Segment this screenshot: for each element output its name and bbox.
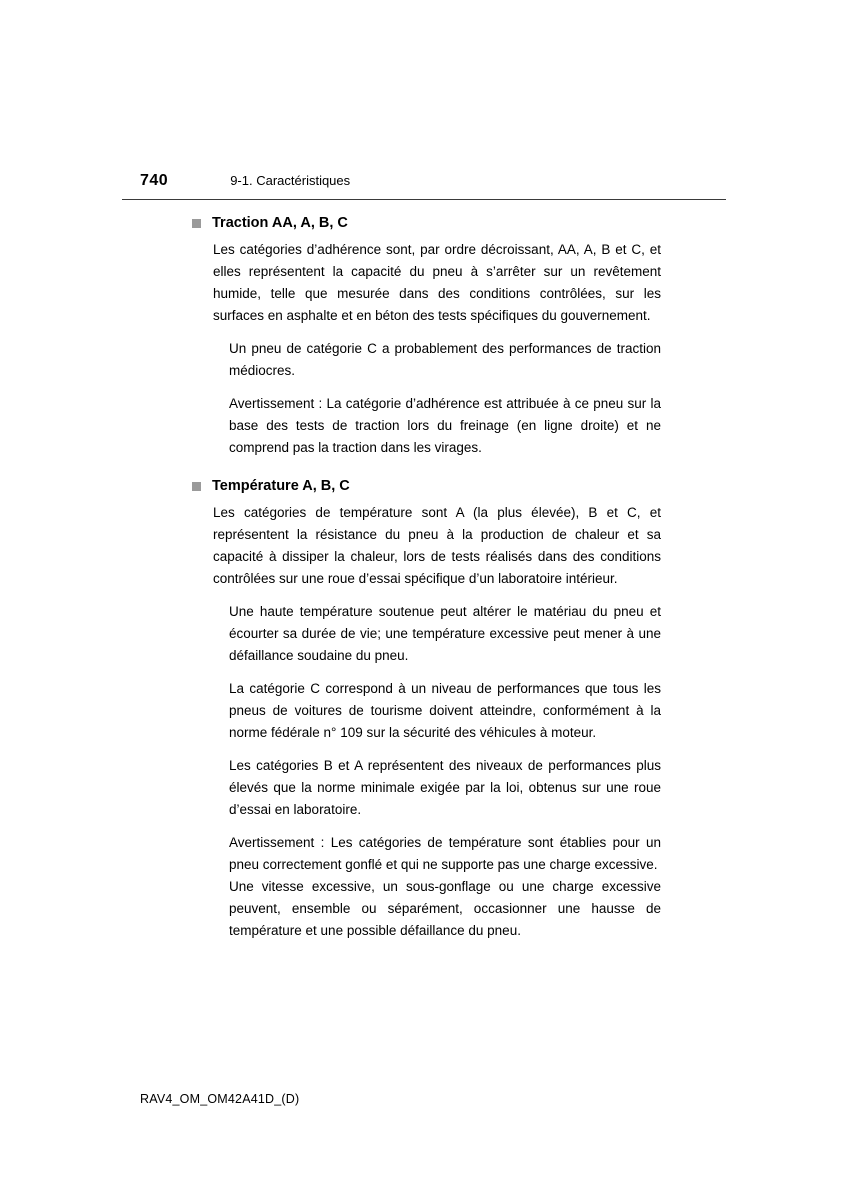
chapter-title: 9-1. Caractéristiques [230,173,351,188]
page-footer [140,1092,299,1106]
page-number: 740 [140,172,169,189]
section-temperature [192,477,662,942]
square-bullet-icon [192,219,201,228]
section-title-text: Température A, B, C [212,478,350,494]
paragraph: Avertissement : La catégorie d’adhérence est attribuée à ce pneu sur la base des tests de traction lors du freinage (en ligne droite) et ne comprend pas la traction dans les virages. [229,396,661,455]
paragraph: Un pneu de catégorie C a probablement des performances de traction médiocres. [229,341,661,378]
page-header [122,172,726,200]
paragraph: Les catégories de température sont A (la plus élevée), B et C, et représentent la résistance du pneu à la production de chaleur et sa capacité à dissiper la chaleur, lors de tests réalisés dans des conditions contrôlées sur une roue d’essai spécifique d’un laboratoire intérieur. [213,505,661,586]
paragraph: Une vitesse excessive, un sous-gonflage ou une charge excessive peuvent, ensemble ou séparément, occasionner une hausse de température et une possible défaillance du pneu. [229,879,661,938]
paragraph: Les catégories B et A représentent des niveaux de performances plus élevés que la norme minimale exigée par la loi, obtenus sur une roue d’essai en laboratoire. [229,758,661,817]
square-bullet-icon [192,482,201,491]
paragraph: La catégorie C correspond à un niveau de performances que tous les pneus de voitures de tourisme doivent atteindre, conformément à la norme fédérale n° 109 sur la sécurité des véhicules à moteur. [229,681,661,740]
paragraph: Les catégories d’adhérence sont, par ordre décroissant, AA, A, B et C, et elles représentent la capacité du pneu à s’arrêter sur un revêtement humide, telle que mesurée dans des conditions contrôlées, sur les surfaces en asphalte et en béton des tests spécifiques du gouvernement. [213,242,661,323]
section-title-text: Traction AA, A, B, C [212,215,348,231]
paragraph: Avertissement : Les catégories de température sont établies pour un pneu correctement gonflé et qui ne supporte pas une charge excessive. [229,835,661,872]
section-title-traction [192,214,662,232]
section-traction [192,214,662,459]
paragraph: Une haute température soutenue peut altérer le matériau du pneu et écourter sa durée de vie; une température excessive peut mener à une défaillance soudaine du pneu. [229,604,661,663]
section-title-temperature [192,477,662,495]
document-code: RAV4_OM_OM42A41D_(D) [140,1092,300,1106]
page-content [192,214,662,956]
